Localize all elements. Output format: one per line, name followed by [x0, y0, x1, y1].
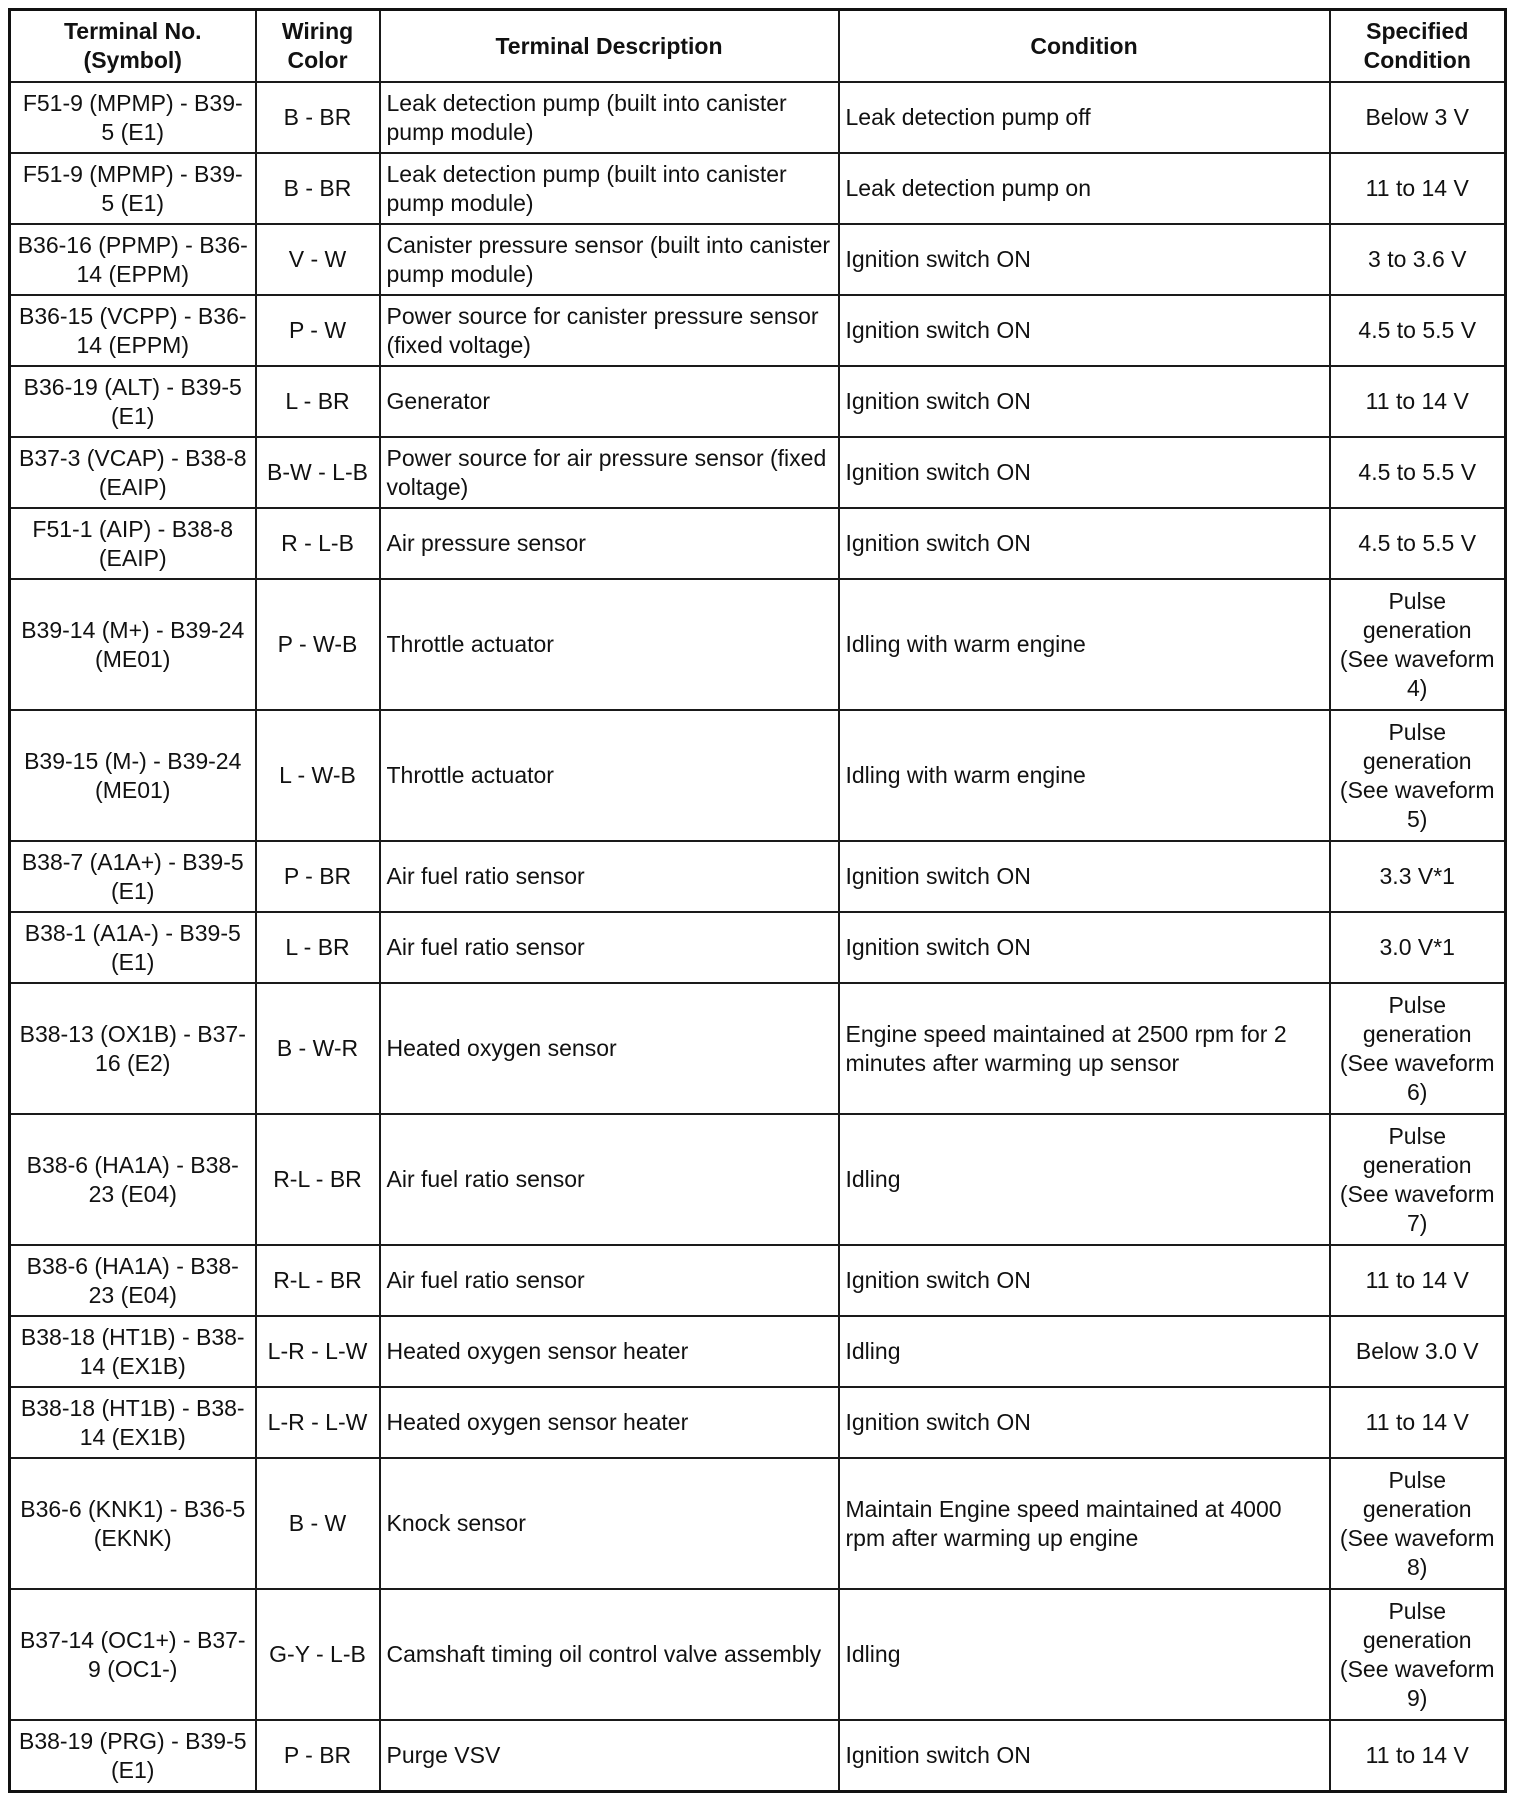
- specified-cell: 11 to 14 V: [1330, 1720, 1506, 1792]
- terminal-cell: B39-14 (M+) - B39-24 (ME01): [10, 579, 256, 710]
- terminal-cell: B36-15 (VCPP) - B36-14 (EPPM): [10, 295, 256, 366]
- terminal-cell: B38-18 (HT1B) - B38-14 (EX1B): [10, 1316, 256, 1387]
- wiring-cell: L - BR: [256, 366, 380, 437]
- condition-cell: Ignition switch ON: [839, 295, 1330, 366]
- condition-cell: Idling with warm engine: [839, 579, 1330, 710]
- condition-cell: Idling with warm engine: [839, 710, 1330, 841]
- specified-cell: 4.5 to 5.5 V: [1330, 295, 1506, 366]
- header-specified-condition: Specified Condition: [1330, 10, 1506, 83]
- description-cell: Power source for canister pressure sensor (fixed voltage): [380, 295, 839, 366]
- wiring-cell: L-R - L-W: [256, 1387, 380, 1458]
- wiring-cell: P - W-B: [256, 579, 380, 710]
- table-row: [10, 579, 1506, 710]
- table-row: [10, 82, 1506, 153]
- terminal-cell: B36-6 (KNK1) - B36-5 (EKNK): [10, 1458, 256, 1589]
- description-cell: Throttle actuator: [380, 579, 839, 710]
- condition-cell: Leak detection pump off: [839, 82, 1330, 153]
- specified-cell: Below 3 V: [1330, 82, 1506, 153]
- specified-cell: Pulse generation (See waveform 4): [1330, 579, 1506, 710]
- wiring-cell: L - W-B: [256, 710, 380, 841]
- condition-cell: Maintain Engine speed maintained at 4000 rpm after warming up engine: [839, 1458, 1330, 1589]
- specified-cell: 3.0 V*1: [1330, 912, 1506, 983]
- table-row: [10, 710, 1506, 841]
- description-cell: Air fuel ratio sensor: [380, 1114, 839, 1245]
- condition-cell: Ignition switch ON: [839, 1720, 1330, 1792]
- description-cell: Purge VSV: [380, 1720, 839, 1792]
- wiring-cell: L - BR: [256, 912, 380, 983]
- table-row: [10, 1316, 1506, 1387]
- table-row: [10, 153, 1506, 224]
- description-cell: Power source for air pressure sensor (fixed voltage): [380, 437, 839, 508]
- terminal-cell: B36-16 (PPMP) - B36-14 (EPPM): [10, 224, 256, 295]
- specified-cell: 11 to 14 V: [1330, 1245, 1506, 1316]
- condition-cell: Ignition switch ON: [839, 366, 1330, 437]
- condition-cell: Ignition switch ON: [839, 437, 1330, 508]
- specified-cell: 4.5 to 5.5 V: [1330, 437, 1506, 508]
- terminal-cell: B38-19 (PRG) - B39-5 (E1): [10, 1720, 256, 1792]
- wiring-cell: G-Y - L-B: [256, 1589, 380, 1720]
- description-cell: Heated oxygen sensor: [380, 983, 839, 1114]
- terminal-table-sheet: [8, 8, 1504, 1793]
- table-row: [10, 1589, 1506, 1720]
- wiring-cell: B - W-R: [256, 983, 380, 1114]
- condition-cell: Engine speed maintained at 2500 rpm for 2 minutes after warming up sensor: [839, 983, 1330, 1114]
- specified-cell: 4.5 to 5.5 V: [1330, 508, 1506, 579]
- description-cell: Leak detection pump (built into canister pump module): [380, 153, 839, 224]
- condition-cell: Ignition switch ON: [839, 841, 1330, 912]
- table-row: [10, 1387, 1506, 1458]
- terminal-cell: F51-1 (AIP) - B38-8 (EAIP): [10, 508, 256, 579]
- table-row: [10, 983, 1506, 1114]
- header-terminal: Terminal No. (Symbol): [10, 10, 256, 83]
- wiring-cell: R-L - BR: [256, 1114, 380, 1245]
- table-row: [10, 437, 1506, 508]
- description-cell: Air fuel ratio sensor: [380, 841, 839, 912]
- table-row: [10, 912, 1506, 983]
- condition-cell: Idling: [839, 1114, 1330, 1245]
- wiring-cell: R-L - BR: [256, 1245, 380, 1316]
- header-condition: Condition: [839, 10, 1330, 83]
- terminal-inspection-table: [8, 8, 1507, 1793]
- condition-cell: Ignition switch ON: [839, 1387, 1330, 1458]
- description-cell: Heated oxygen sensor heater: [380, 1387, 839, 1458]
- specified-cell: 11 to 14 V: [1330, 1387, 1506, 1458]
- specified-cell: Pulse generation (See waveform 9): [1330, 1589, 1506, 1720]
- header-row: [10, 10, 1506, 83]
- specified-cell: Pulse generation (See waveform 5): [1330, 710, 1506, 841]
- header-wiring-color: Wiring Color: [256, 10, 380, 83]
- terminal-cell: B38-6 (HA1A) - B38-23 (E04): [10, 1114, 256, 1245]
- terminal-cell: B38-1 (A1A-) - B39-5 (E1): [10, 912, 256, 983]
- specified-cell: Pulse generation (See waveform 6): [1330, 983, 1506, 1114]
- terminal-cell: B38-13 (OX1B) - B37-16 (E2): [10, 983, 256, 1114]
- condition-cell: Ignition switch ON: [839, 224, 1330, 295]
- description-cell: Generator: [380, 366, 839, 437]
- condition-cell: Idling: [839, 1589, 1330, 1720]
- table-row: [10, 1245, 1506, 1316]
- terminal-cell: B38-7 (A1A+) - B39-5 (E1): [10, 841, 256, 912]
- terminal-cell: B38-6 (HA1A) - B38-23 (E04): [10, 1245, 256, 1316]
- specified-cell: 3 to 3.6 V: [1330, 224, 1506, 295]
- terminal-cell: B36-19 (ALT) - B39-5 (E1): [10, 366, 256, 437]
- terminal-cell: F51-9 (MPMP) - B39-5 (E1): [10, 82, 256, 153]
- description-cell: Leak detection pump (built into canister pump module): [380, 82, 839, 153]
- header-terminal-description: Terminal Description: [380, 10, 839, 83]
- description-cell: Heated oxygen sensor heater: [380, 1316, 839, 1387]
- wiring-cell: P - BR: [256, 841, 380, 912]
- description-cell: Air pressure sensor: [380, 508, 839, 579]
- table-row: [10, 508, 1506, 579]
- description-cell: Canister pressure sensor (built into canister pump module): [380, 224, 839, 295]
- wiring-cell: P - BR: [256, 1720, 380, 1792]
- table-row: [10, 1720, 1506, 1792]
- wiring-cell: V - W: [256, 224, 380, 295]
- condition-cell: Ignition switch ON: [839, 508, 1330, 579]
- table-row: [10, 366, 1506, 437]
- terminal-cell: F51-9 (MPMP) - B39-5 (E1): [10, 153, 256, 224]
- table-row: [10, 841, 1506, 912]
- wiring-cell: B - BR: [256, 82, 380, 153]
- specified-cell: 11 to 14 V: [1330, 153, 1506, 224]
- condition-cell: Idling: [839, 1316, 1330, 1387]
- description-cell: Camshaft timing oil control valve assembly: [380, 1589, 839, 1720]
- specified-cell: Pulse generation (See waveform 8): [1330, 1458, 1506, 1589]
- description-cell: Throttle actuator: [380, 710, 839, 841]
- description-cell: Knock sensor: [380, 1458, 839, 1589]
- wiring-cell: L-R - L-W: [256, 1316, 380, 1387]
- description-cell: Air fuel ratio sensor: [380, 1245, 839, 1316]
- table-row: [10, 1114, 1506, 1245]
- terminal-cell: B39-15 (M-) - B39-24 (ME01): [10, 710, 256, 841]
- table-row: [10, 295, 1506, 366]
- terminal-cell: B37-3 (VCAP) - B38-8 (EAIP): [10, 437, 256, 508]
- table-row: [10, 1458, 1506, 1589]
- description-cell: Air fuel ratio sensor: [380, 912, 839, 983]
- terminal-cell: B38-18 (HT1B) - B38-14 (EX1B): [10, 1387, 256, 1458]
- condition-cell: Leak detection pump on: [839, 153, 1330, 224]
- specified-cell: Pulse generation (See waveform 7): [1330, 1114, 1506, 1245]
- wiring-cell: P - W: [256, 295, 380, 366]
- wiring-cell: B-W - L-B: [256, 437, 380, 508]
- specified-cell: 3.3 V*1: [1330, 841, 1506, 912]
- specified-cell: Below 3.0 V: [1330, 1316, 1506, 1387]
- specified-cell: 11 to 14 V: [1330, 366, 1506, 437]
- table-row: [10, 224, 1506, 295]
- condition-cell: Ignition switch ON: [839, 912, 1330, 983]
- condition-cell: Ignition switch ON: [839, 1245, 1330, 1316]
- wiring-cell: B - W: [256, 1458, 380, 1589]
- wiring-cell: B - BR: [256, 153, 380, 224]
- terminal-cell: B37-14 (OC1+) - B37-9 (OC1-): [10, 1589, 256, 1720]
- wiring-cell: R - L-B: [256, 508, 380, 579]
